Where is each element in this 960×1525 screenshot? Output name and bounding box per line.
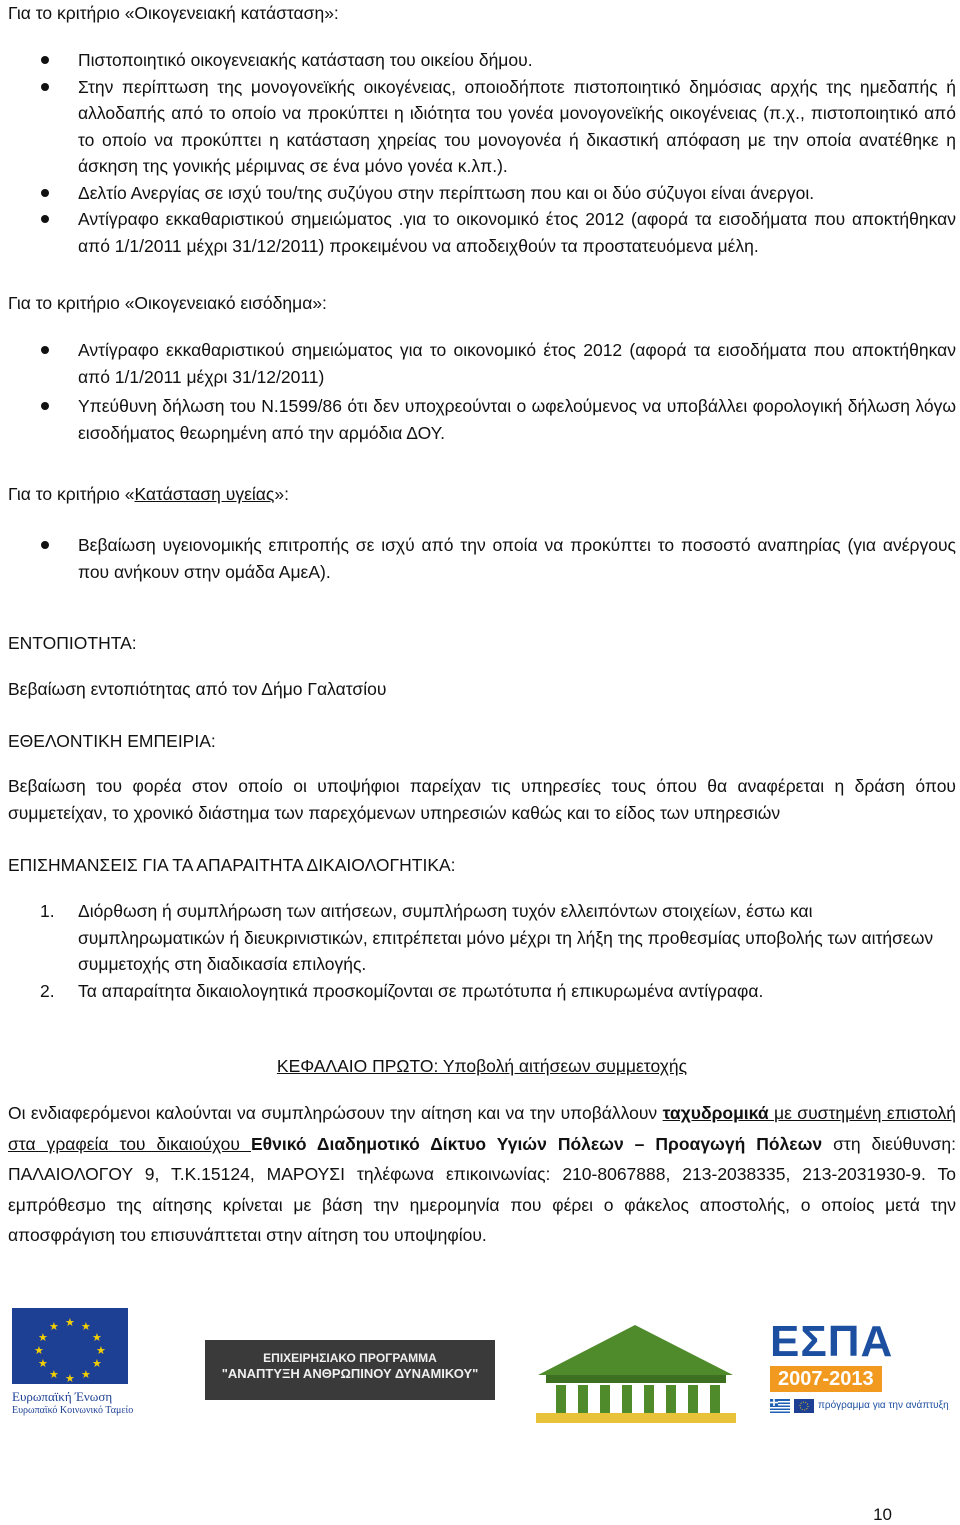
locality-text [8, 676, 956, 703]
building-logo [528, 1305, 743, 1433]
list-item: Πιστοποιητικό οικογενειακής κατάσταση του οικείου δήμου. [8, 47, 956, 74]
list-item: Αντίγραφο εκκαθαριστικού σημειώματος .για το οικονομικό έτος 2012 (αφορά τα εισοδήματα που αποκτήθηκαν από 1/1/2011 μέχρι 31/12/2011) προκειμένου να αποδειχθούν τα προστατευόμενα μέλη. [8, 206, 956, 259]
list-item: Βεβαίωση υγειονομικής επιτροπής σε ισχύ από την οποία να προκύπτει το ποσοστό αναπηρίας (για ανέργους που ανήκουν στην ομάδα ΑμεΑ). [8, 532, 956, 585]
section-heading: Για το κριτήριο «Οικογενειακό εισόδημα»: [8, 293, 327, 313]
section-family-income [8, 290, 956, 317]
section-heading: ΕΠΙΣΗΜΑΝΣΕΙΣ ΓΙΑ ΤΑ ΑΠΑΡΑΙΤΗΤΑ ΔΙΚΑΙΟΛΟΓΗΤΙΚΑ: [8, 855, 456, 875]
paragraph: Βεβαίωση του φορέα στον οποίο οι υποψήφιοι παρείχαν τις υπηρεσίες τους όπου θα αναφέρεται η δράση όπου συμμετείχαν, το χρονικό διάστημα των παρεχόμενων υπηρεσιών καθώς και το είδος των υπηρεσιών [8, 776, 956, 823]
eu-flag-icon: ★ ★ ★ ★ ★ ★ ★ ★ ★ ★ ★ ★ [12, 1308, 128, 1384]
page-number: 10 [873, 1505, 892, 1524]
organization-name: Εθνικό Διαδημοτικό Δίκτυο Υγιών Πόλεων – Προαγωγή Πόλεων [250, 1133, 823, 1154]
text-run: με συστημένη επιστολή στα γραφεία του δικαιούχου [8, 1103, 957, 1154]
section-heading: ΕΘΕΛΟΝΤΙΚΗ ΕΜΠΕΙΡΙΑ: [8, 731, 216, 751]
section-locality [8, 630, 956, 657]
item-number: 1. [40, 901, 55, 921]
epa-line2: "ΑΝΑΠΤΥΞΗ ΑΝΘΡΩΠΙΝΟΥ ΔΥΝΑΜΙΚΟΥ" [221, 1366, 479, 1381]
section-heading: Για το κριτήριο «Οικογενειακή κατάσταση»: [8, 3, 339, 23]
item-text: Διόρθωση ή συμπλήρωση των αιτήσεων, συμπλήρωση τυχόν ελλειπόντων στοιχείων, έστω και συμπληρωματικών ή διευκρινιστικών, επιτρέπεται μόνο μέχρι τη λήξη της προθεσμίας υποβολής των αιτήσεων συμμετοχής στη διαδικασία επιλογής. [78, 901, 934, 974]
eu-caption-sub: Ευρωπαϊκό Κοινωνικό Ταμείο [12, 1405, 134, 1416]
section-family-status [8, 0, 956, 27]
espa-years: 2007-2013 [770, 1366, 882, 1392]
section-volunteer [8, 728, 956, 755]
family-status-list [8, 47, 956, 259]
heading-prefix: Για το κριτήριο « [8, 484, 135, 504]
eu-caption: Ευρωπαϊκή Ένωση [12, 1389, 113, 1404]
paragraph: Βεβαίωση εντοπιότητας από τον Δήμο Γαλατσίου [8, 679, 387, 699]
paragraph [8, 1098, 956, 1251]
eu-small-flag-icon [794, 1399, 814, 1413]
espa-subtitle: πρόγραμμα για την ανάπτυξη [818, 1400, 949, 1411]
chapter-title-wrap [8, 1053, 956, 1080]
section-heading: ΕΝΤΟΠΙΟΤΗΤΑ: [8, 633, 137, 653]
volunteer-text [8, 773, 956, 826]
section-health [8, 481, 956, 508]
list-item: Υπεύθυνη δήλωση του Ν.1599/86 ότι δεν υποχρεούνται ο ωφελούμενος να υποβάλλει φορολογική δήλωση λόγω εισοδήματος θεωρημένη από την αρμόδια ΔΟΥ. [8, 393, 956, 446]
list-item: Δελτίο Ανεργίας σε ισχύ του/της συζύγου στην περίπτωση που και οι δύο σύζυγοι είναι άνεργοι. [8, 180, 956, 207]
epa-banner [205, 1340, 495, 1400]
chapter-title: ΚΕΦΑΛΑΙΟ ΠΡΩΤΟ: Υποβολή αιτήσεων συμμετοχής [276, 1056, 688, 1076]
building-emblem-icon [528, 1305, 743, 1425]
section-notes [8, 852, 956, 879]
eu-logo [12, 1308, 133, 1418]
espa-footer [770, 1399, 950, 1413]
section-heading [8, 481, 956, 508]
text-run-emphasis: ταχυδρομικά [662, 1103, 774, 1123]
text-run: Οι ενδιαφερόμενοι καλούνται να συμπληρώσουν την αίτηση και να την υποβάλλουν [8, 1103, 663, 1123]
list-item [8, 898, 956, 978]
espa-logo [770, 1318, 950, 1413]
notes-list [8, 898, 956, 1004]
heading-underlined: Κατάσταση υγείας [134, 484, 275, 504]
greek-flag-icon [770, 1399, 790, 1413]
item-text: Τα απαραίτητα δικαιολογητικά προσκομίζονται σε πρωτότυπα ή επικυρωμένα αντίγραφα. [78, 980, 764, 1001]
list-item: Στην περίπτωση της μονογονεϊκής οικογένειας, οποιοδήποτε πιστοποιητικό δημόσιας αρχής της ημεδαπής ή αλλοδαπής από το οποίο να προκύπτει η ιδιότητα του γονέα μονογονεϊκής οικογένειας (π.χ., πιστοποιητικό από το οποίο να προκύπτει η κατάσταση χηρείας του μονογονέα ή δικαστική απόφαση με την οποία ανατέθηκε η άσκηση της γονικής μέριμνας σε ένα μόνο γονέα κ.λπ.). [8, 74, 956, 180]
health-list [8, 532, 956, 585]
heading-suffix: »: [274, 484, 289, 504]
espa-wordmark: ΕΣΠΑ [770, 1317, 894, 1366]
epa-line1: ΕΠΙΧΕΙΡΗΣΙΑΚΟ ΠΡΟΓΡΑΜΜΑ [263, 1351, 437, 1365]
text-run: στη διεύθυνση: ΠΑΛΑΙΟΛΟΓΟΥ 9, Τ.Κ.15124, ΜΑΡΟΥΣΙ τηλέφωνα επικοινωνίας: 210-8067888, 213-2038335, 213-2031930-9. Το εμπρόθεσμο της αίτησης κρίνεται με βάση την ημερομηνία που φέρει ο φάκελος αποστολής, ο οποίος μετά την αποσφράγιση του επισυνάπτεται στην αίτηση του υποψηφίου. [8, 1133, 956, 1245]
list-item [8, 978, 956, 1005]
chapter-paragraph [8, 1098, 956, 1251]
item-number: 2. [40, 980, 55, 1001]
list-item: Αντίγραφο εκκαθαριστικού σημειώματος για το οικονομικό έτος 2012 (αφορά τα εισοδήματα που αποκτήθηκαν από 1/1/2011 μέχρι 31/12/2011) [8, 337, 956, 390]
epa-logo [205, 1340, 495, 1400]
family-income-list [8, 337, 956, 446]
